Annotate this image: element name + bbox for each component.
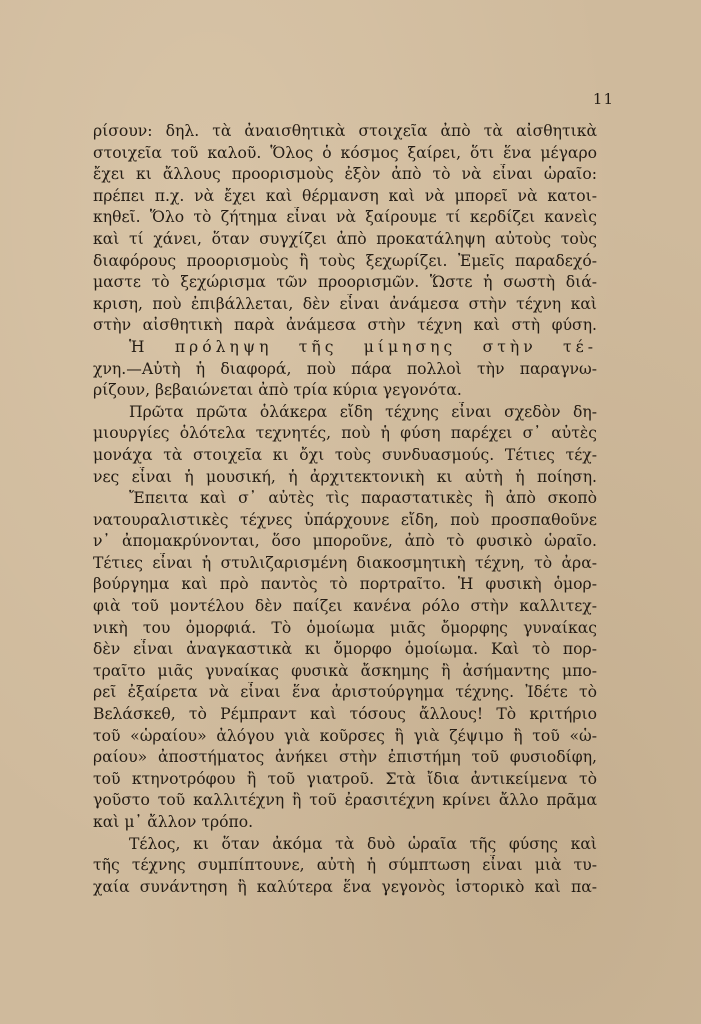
text-line: τοῦ κτηνοτρόφου ἢ τοῦ γιατροῦ. Στὰ ἴδια ἀντικείμενα τὸ <box>93 769 597 788</box>
text-line: τραῖτο μιᾶς γυναίκας φυσικὰ ἄσκημης ἢ ἀσήμαντης μπο- <box>93 661 597 680</box>
text-line: στὴν αἰσθητικὴ παρὰ ἀνάμεσα στὴν τέχνη καὶ στὴ φύση. <box>93 316 597 335</box>
text-line: χνη.—Αὐτὴ ἡ διαφορά, ποὺ πάρα πολλοὶ τὴν παραγνω- <box>93 359 597 378</box>
text-line: καὶ μ᾿ ἄλλον τρόπο. <box>93 813 254 831</box>
text-line: Ἔπειτα καὶ σ᾿ αὐτὲς τὶς παραστατικὲς ἢ ἀπὸ σκοπὸ <box>129 489 597 508</box>
body-text <box>93 121 597 898</box>
section-heading: Ἡ πρόληψη τῆς μίμησης στὴν τέ- <box>129 337 597 356</box>
text-line: Τέλος, κι ὅταν ἀκόμα τὰ δυὸ ὡραῖα τῆς φύσης καὶ <box>129 834 597 853</box>
text-line: τῆς τέχνης συμπίπτουνε, αὐτὴ ἡ σύμπτωση εἶναι μιὰ τυ- <box>93 856 597 875</box>
text-line: βούργημα καὶ πρὸ παντὸς τὸ πορτραῖτο. Ἡ φυσικὴ ὁμορ- <box>93 575 597 594</box>
text-line: φιὰ τοῦ μοντέλου δὲν παίζει κανένα ρόλο στὴν καλλιτεχ- <box>93 597 597 616</box>
paragraph-1 <box>93 121 597 337</box>
text-line: ρεῖ ἐξαίρετα νὰ εἶναι ἕνα ἀριστούργημα τέχνης. Ἰδέτε τὸ <box>93 683 597 702</box>
text-line: Τέτιες εἶναι ἡ στυλιζαρισμένη διακοσμητικὴ τέχνη, τὸ ἀρα- <box>93 553 597 572</box>
text-line: ἔχει κι ἄλλους προορισμοὺς ἐξὸν ἀπὸ τὸ νὰ εἶναι ὡραῖο: <box>93 165 597 184</box>
text-line: ν᾿ ἀπομακρύνονται, ὅσο μποροῦνε, ἀπὸ τὸ φυσικὸ ὡραῖο. <box>93 532 597 551</box>
page-number: 11 <box>592 90 614 108</box>
text-line: νικὴ του ὀμορφιά. Τὸ ὁμοίωμα μιᾶς ὄμορφης γυναίκας <box>93 618 597 637</box>
text-line: στοιχεῖα τοῦ καλοῦ. Ὅλος ὁ κόσμος ξαίρει, ὅτι ἕνα μέγαρο <box>93 143 597 162</box>
text-line: κριση, ποὺ ἐπιβάλλεται, δὲν εἶναι ἀνάμεσα στὴν τέχνη καὶ <box>93 294 597 313</box>
text-line: ραίου» ἀποστήματος ἀνήκει στὴν ἐπιστήμη τοῦ φυσιοδίφη, <box>93 748 597 767</box>
text-line: μαστε τὸ ξεχώρισμα τῶν προορισμῶν. Ὥστε ἡ σωστὴ διά- <box>93 273 597 292</box>
paragraph-4 <box>93 488 597 834</box>
text-line: χαία συνάντηση ἢ καλύτερα ἕνα γεγονὸς ἱστορικὸ καὶ πα- <box>93 877 597 896</box>
paragraph-2 <box>93 337 597 402</box>
text-line: τοῦ «ὡραίου» ἀλόγου γιὰ κοῦρσες ἢ γιὰ ζέψιμο ἢ τοῦ «ὡ- <box>93 726 597 745</box>
text-line: νατουραλιστικὲς τέχνες ὑπάρχουνε εἴδη, ποὺ προσπαθοῦνε <box>93 510 597 529</box>
text-line: Βελάσκεθ, τὸ Ρέμπραντ καὶ τόσους ἄλλους! Τὸ κριτήριο <box>93 705 597 724</box>
text-line: πρέπει π.χ. νὰ ἔχει καὶ θέρμανση καὶ νὰ μπορεῖ νὰ κατοι- <box>93 186 597 205</box>
text-line: ρίσουν: δηλ. τὰ ἀναισθητικὰ στοιχεῖα ἀπὸ τὰ αἰσθητικὰ <box>93 122 597 140</box>
text-line: γοῦστο τοῦ καλλιτέχνη ἢ τοῦ ἐρασιτέχνη κρίνει ἄλλο πρᾶμα <box>93 791 597 810</box>
paragraph-5 <box>93 834 597 899</box>
text-line: δὲν εἶναι ἀναγκαστικὰ κι ὄμορφο ὁμοίωμα. Καὶ τὸ πορ- <box>93 640 597 659</box>
text-line: κηθεῖ. Ὅλο τὸ ζήτημα εἶναι νὰ ξαίρουμε τί κερδίζει κανεὶς <box>93 208 597 227</box>
text-line: μιουργίες ὁλότελα τεχνητές, ποὺ ἡ φύση παρέχει σ᾿ αὐτὲς <box>93 424 597 443</box>
text-line: καὶ τί χάνει, ὅταν συγχίζει ἀπὸ προκατάληψη αὐτοὺς τοὺς <box>93 229 597 248</box>
text-line: μονάχα τὰ στοιχεῖα κι ὄχι τοὺς συνδυασμούς. Τέτιες τέχ- <box>93 445 597 464</box>
text-line: Πρῶτα πρῶτα ὁλάκερα εἴδη τέχνης εἶναι σχεδὸν δη- <box>129 402 597 421</box>
text-line: ρίζουν, βεβαιώνεται ἀπὸ τρία κύρια γεγονότα. <box>93 381 462 400</box>
text-line: διαφόρους προορισμοὺς ἢ τοὺς ξεχωρίζει. Ἐμεῖς παραδεχό- <box>93 251 597 270</box>
text-line: νες εἶναι ἡ μουσική, ἡ ἀρχιτεκτονικὴ κι αὐτὴ ἡ ποίηση. <box>93 467 597 486</box>
paragraph-3 <box>93 402 597 488</box>
